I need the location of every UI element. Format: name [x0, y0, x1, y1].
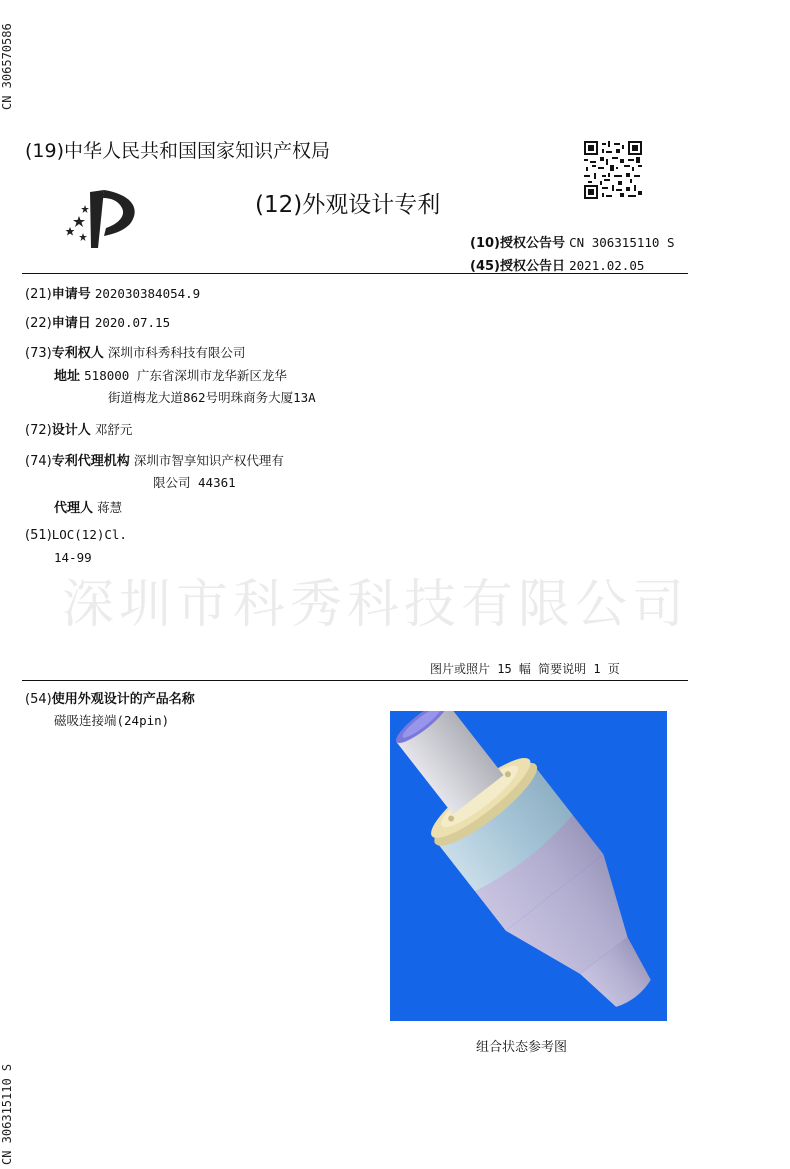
- margin-top-number: CN 306570586: [0, 23, 14, 110]
- doc-type-title: (12)外观设计专利: [255, 192, 441, 218]
- owner-label: 专利权人: [51, 346, 104, 361]
- address-line1: 518000 广东省深圳市龙华新区龙华: [84, 368, 287, 383]
- app-date-label: 申请日: [51, 316, 91, 331]
- agency-row-2: [153, 473, 236, 491]
- app-date-value: 2020.07.15: [94, 315, 171, 330]
- agent-value: 蒋慧: [97, 500, 123, 515]
- agency-line1: 深圳市智享知识产权代理有: [133, 453, 284, 468]
- designer-value: 邓舒元: [94, 422, 133, 437]
- figure-caption: 组合状态参考图: [476, 1040, 568, 1055]
- app-date-row: [25, 312, 170, 331]
- app-no-value: 202030384054.9: [94, 286, 201, 301]
- pub-date-value: 2021.02.05: [569, 258, 645, 273]
- loc-row: [25, 527, 127, 543]
- designer-label: 设计人: [51, 423, 91, 438]
- pub-date-label: (45)授权公告日: [470, 259, 565, 274]
- agency-line2: 限公司 44361: [153, 475, 236, 490]
- agent-label: 代理人: [54, 501, 94, 516]
- owner-code: (73): [25, 346, 52, 361]
- pub-no-row: [470, 232, 674, 251]
- address-row: [54, 365, 287, 384]
- loc-code: (51): [25, 528, 52, 543]
- app-no-row: [25, 283, 200, 302]
- agency-label: 专利代理机构: [51, 454, 130, 469]
- margin-bottom-number: CN 306315110 S: [0, 1063, 14, 1165]
- designer-code: (72): [25, 423, 52, 438]
- product-name: 磁吸连接端(24pin): [54, 713, 170, 728]
- app-no-label: 申请号: [51, 287, 91, 302]
- agency-code: (74): [25, 454, 52, 469]
- watermark-text: 深圳市科秀科技有限公司: [62, 575, 690, 635]
- address-label: 地址: [54, 369, 81, 384]
- loc-value: 14-99: [54, 550, 92, 565]
- designer-row: [25, 419, 132, 438]
- header-divider: [22, 273, 688, 274]
- product-label: 使用外观设计的产品名称: [51, 692, 195, 707]
- agency-row: [25, 450, 284, 469]
- summary-text: 图片或照片 15 幅 简要说明 1 页: [430, 662, 620, 676]
- cnipa-logo-icon: [60, 186, 150, 250]
- owner-value: 深圳市科秀科技有限公司: [107, 345, 246, 360]
- pub-no-value: CN 306315110 S: [569, 235, 675, 250]
- office-title: (19)中华人民共和国国家知识产权局: [25, 140, 331, 162]
- app-no-code: (21): [25, 287, 52, 302]
- agent-row: [54, 497, 122, 516]
- app-date-code: (22): [25, 316, 52, 331]
- address-line2: 街道梅龙大道862号明珠商务大厦13A: [108, 390, 316, 405]
- product-figure: [390, 711, 667, 1021]
- product-row: [25, 688, 195, 707]
- pub-no-label: (10)授权公告号: [470, 236, 565, 251]
- loc-label: LOC(12)Cl.: [51, 527, 127, 542]
- pub-date-row: [470, 255, 644, 274]
- product-name-row: [54, 711, 169, 729]
- product-code: (54): [25, 692, 52, 707]
- summary-divider: [22, 680, 688, 681]
- qr-code-icon: [584, 141, 642, 199]
- owner-row: [25, 342, 245, 361]
- address-row-2: [108, 388, 316, 406]
